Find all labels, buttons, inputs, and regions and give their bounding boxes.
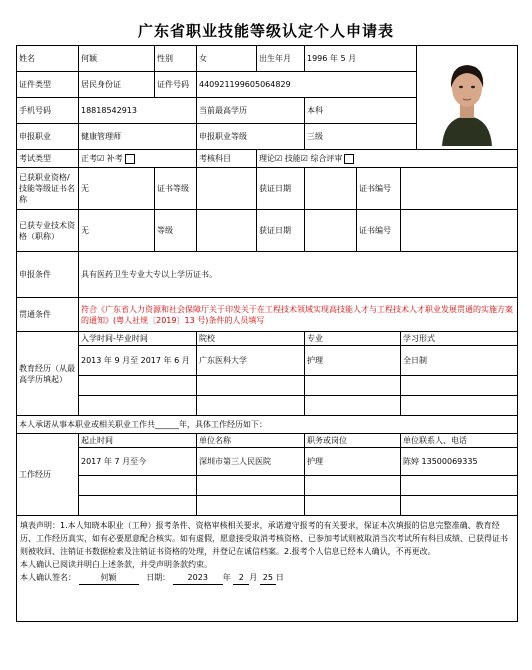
vocational-cert-level-label: 证书等级	[155, 168, 197, 210]
work-history-label: 工作经历	[17, 434, 79, 516]
apply-condition-value[interactable]: 具有医药卫生专业大专以上学历证书。	[79, 252, 518, 298]
gender-value[interactable]: 女	[197, 46, 257, 72]
prof-title-date-label: 获证日期	[257, 210, 305, 252]
work-cell-employer[interactable]	[197, 476, 305, 496]
edu-cell-major[interactable]	[305, 376, 401, 396]
prof-title-no-label: 证书编号	[357, 210, 401, 252]
edu-cell-form[interactable]: 全日制	[401, 346, 518, 376]
education-level-label: 当前最高学历	[197, 98, 305, 124]
month-unit: 月	[249, 573, 258, 582]
vocational-cert-no-value[interactable]	[401, 168, 518, 210]
signature-line	[20, 571, 514, 585]
education-history-label: 教育经历（从最高学历填起）	[17, 332, 79, 416]
edu-header-school: 院校	[197, 332, 305, 346]
work-header-position: 职务或岗位	[305, 434, 401, 448]
edu-header-time: 入学时间-毕业时间	[79, 332, 197, 346]
work-cell-contact[interactable]	[401, 476, 518, 496]
work-header-employer: 单位名称	[197, 434, 305, 448]
name-value[interactable]: 何颖	[79, 46, 155, 72]
exam-type-options[interactable]	[79, 150, 197, 168]
id-no-label: 证件号码	[155, 72, 197, 98]
work-cell-time[interactable]	[79, 476, 197, 496]
work-cell-contact[interactable]: 陈婷 13500069335	[401, 448, 518, 476]
work-header-contact: 单位联系人、电话	[401, 434, 518, 448]
work-cell-time[interactable]: 2017 年 7 月至今	[79, 448, 197, 476]
edu-header-form: 学习形式	[401, 332, 518, 346]
prof-title-level-label: 等级	[155, 210, 197, 252]
edu-cell-school[interactable]	[197, 396, 305, 416]
name-label: 姓名	[17, 46, 79, 72]
prof-title-value[interactable]: 无	[79, 210, 155, 252]
vocational-cert-value[interactable]: 无	[79, 168, 155, 210]
date-month[interactable]: 2	[233, 571, 249, 585]
theory-option[interactable]: 理论☑	[259, 154, 283, 163]
apply-condition-label: 申报条件	[17, 252, 79, 298]
prof-title-level-value[interactable]	[197, 210, 257, 252]
edu-cell-major[interactable]: 护理	[305, 346, 401, 376]
birth-value[interactable]: 1996 年 5 月	[305, 46, 417, 72]
occupation-value[interactable]: 健康管理师	[79, 124, 197, 150]
date-day[interactable]: 25	[260, 571, 276, 585]
phone-value[interactable]: 18818542913	[79, 98, 197, 124]
application-form-table	[16, 45, 518, 622]
occupation-label: 申报职业	[17, 124, 79, 150]
day-unit: 日	[275, 573, 284, 582]
skill-option[interactable]: 技能☑	[284, 154, 308, 163]
subject-options[interactable]	[257, 150, 518, 168]
work-cell-time[interactable]	[79, 496, 197, 516]
vocational-cert-label: 已获职业资格/技能等级证书名称	[17, 168, 79, 210]
prof-title-label: 已获专业技术资格（职称）	[17, 210, 79, 252]
gender-label: 性别	[155, 46, 197, 72]
edu-cell-major[interactable]	[305, 396, 401, 416]
work-cell-employer[interactable]	[197, 496, 305, 516]
level-label: 申报职业等级	[197, 124, 305, 150]
id-photo	[417, 46, 518, 150]
education-level-value[interactable]: 本科	[305, 98, 417, 124]
id-no-value[interactable]: 440921199605064829	[197, 72, 417, 98]
prof-title-no-value[interactable]	[401, 210, 518, 252]
form-title: 广东省职业技能等级认定个人申请表	[137, 22, 394, 40]
edu-cell-school[interactable]	[197, 376, 305, 396]
vocational-cert-date-label: 获证日期	[257, 168, 305, 210]
edu-header-major: 专业	[305, 332, 401, 346]
birth-label: 出生年月	[257, 46, 305, 72]
year-unit: 年	[222, 573, 231, 582]
checkbox-icon[interactable]	[125, 154, 135, 164]
equiv-condition-value[interactable]: 符合《广东省人力资源和社会保障厅关于印发关于在工程技术领域实现高技能人才与工程技术人才职业发展贯通的实施方案的通知》(粤人社规〔2019〕13 号)条件的人员填写	[79, 298, 518, 332]
vocational-cert-level-value[interactable]	[197, 168, 257, 210]
declaration-block	[17, 516, 518, 622]
phone-label: 手机号码	[17, 98, 79, 124]
edu-cell-time[interactable]: 2013 年 9 月至 2017 年 6 月	[79, 346, 197, 376]
normal-exam-option[interactable]: 正考☑	[81, 154, 105, 163]
vocational-cert-no-label: 证书编号	[357, 168, 401, 210]
prof-title-date-value[interactable]	[305, 210, 357, 252]
id-type-label: 证件类型	[17, 72, 79, 98]
edu-cell-form[interactable]	[401, 396, 518, 416]
subject-label: 考核科目	[197, 150, 257, 168]
signature-value[interactable]: 何颖	[79, 571, 139, 585]
date-year[interactable]: 2023	[173, 571, 223, 585]
work-cell-position[interactable]	[305, 496, 401, 516]
edu-cell-form[interactable]	[401, 376, 518, 396]
id-type-value[interactable]: 居民身份证	[79, 72, 155, 98]
level-value[interactable]: 三级	[305, 124, 417, 150]
work-cell-contact[interactable]	[401, 496, 518, 516]
checkbox-icon[interactable]	[344, 154, 354, 164]
vocational-cert-date-value[interactable]	[305, 168, 357, 210]
supplementary-exam-option[interactable]: 补考	[106, 154, 123, 163]
exam-type-label: 考试类型	[17, 150, 79, 168]
portrait-photo	[422, 46, 512, 146]
work-cell-employer[interactable]: 深圳市第三人民医院	[197, 448, 305, 476]
declaration-confirm: 本人确认已阅读并明白上述条款，并受声明条款约束。	[20, 560, 212, 569]
edu-cell-time[interactable]	[79, 376, 197, 396]
review-option[interactable]: 综合评审	[310, 154, 343, 163]
signature-label: 本人确认签名：	[20, 573, 76, 582]
edu-cell-school[interactable]: 广东医科大学	[197, 346, 305, 376]
work-commitment-line[interactable]: 本人承诺从事本职业或相关职业工作共______年，具体工作经历如下：	[17, 416, 518, 434]
work-cell-position[interactable]: 护理	[305, 448, 401, 476]
date-label: 日期：	[146, 573, 171, 582]
equiv-condition-label: 贯通条件	[17, 298, 79, 332]
work-cell-position[interactable]	[305, 476, 401, 496]
work-header-time: 起止时间	[79, 434, 197, 448]
declaration-text: 填表声明：1.本人知晓本职业（工种）报考条件、资格审核相关要求，承诺遵守报考的有关要求，保证本次填报的信息完整准确、教育经历、工作经历真实，如有必要愿意配合核实。如有虚假，愿意接受取消考核资格、已参加考试则被取消当次考试所有科目成绩、已获得证书则被收回、注销证书数据检索及注销证书资格的处理，并登记在诚信档案。2.报考个人信息已经本人确认，不再更改。	[20, 521, 508, 556]
edu-cell-time[interactable]	[79, 396, 197, 416]
